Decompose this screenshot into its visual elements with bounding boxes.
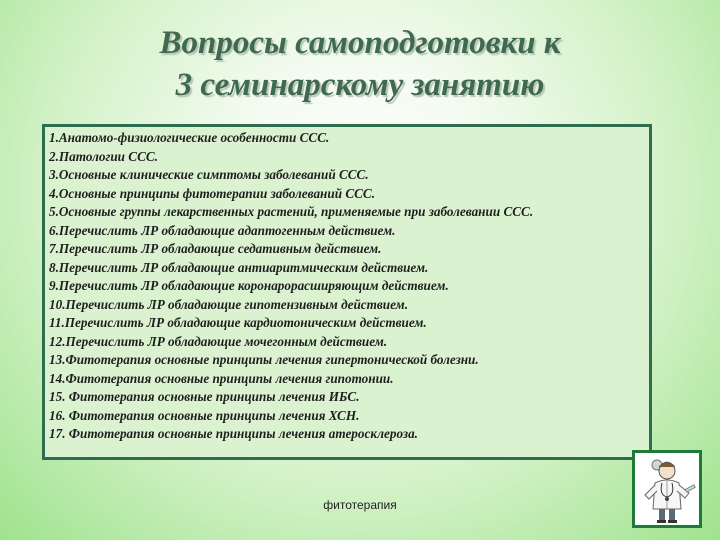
question-item: 3.Основные клинические симптомы заболеваний ССС.	[49, 167, 369, 182]
questions-box	[42, 124, 652, 460]
slide-title	[40, 22, 680, 106]
question-item: 15. Фитотерапия основные принципы лечения ИБС.	[49, 389, 360, 404]
question-item: 5.Основные группы лекарственных растений, применяемые при заболевании ССС.	[49, 204, 534, 219]
question-item: 9.Перечислить ЛР обладающие коронарорасширяющим действием.	[49, 278, 449, 293]
question-item: 16. Фитотерапия основные принципы лечения ХСН.	[49, 407, 360, 423]
question-item: 14.Фитотерапия основные принципы лечения гипотонии.	[49, 370, 394, 386]
doctor-clipart-icon	[635, 453, 699, 525]
question-item: 11.Перечислить ЛР обладающие кардиотоническим действием.	[49, 315, 427, 330]
slide-title-line-2: 3 семинарскому занятию	[175, 67, 545, 103]
slide-footer: фитотерапия	[323, 498, 397, 512]
question-item: 7.Перечислить ЛР обладающие седативным действием.	[49, 241, 382, 256]
question-item: 6.Перечислить ЛР обладающие адаптогенным действием.	[49, 222, 396, 238]
doctor-icon	[632, 450, 702, 528]
slide-title-line-1: Вопросы самоподготовки к	[159, 25, 561, 61]
question-item: 13.Фитотерапия основные принципы лечения гипертонической болезни.	[49, 352, 479, 367]
question-item: 2.Патологии ССС.	[49, 148, 158, 164]
question-item: 10.Перечислить ЛР обладающие гипотензивным действием.	[49, 296, 408, 312]
question-item: 4.Основные принципы фитотерапии заболеваний ССС.	[49, 185, 376, 201]
question-item: 8.Перечислить ЛР обладающие антиаритмическим действием.	[49, 259, 429, 275]
question-item: 12.Перечислить ЛР обладающие мочегонным действием.	[49, 333, 388, 349]
question-item: 1.Анатомо-физиологические особенности ССС.	[49, 130, 330, 145]
question-item: 17. Фитотерапия основные принципы лечения атеросклероза.	[49, 426, 418, 441]
